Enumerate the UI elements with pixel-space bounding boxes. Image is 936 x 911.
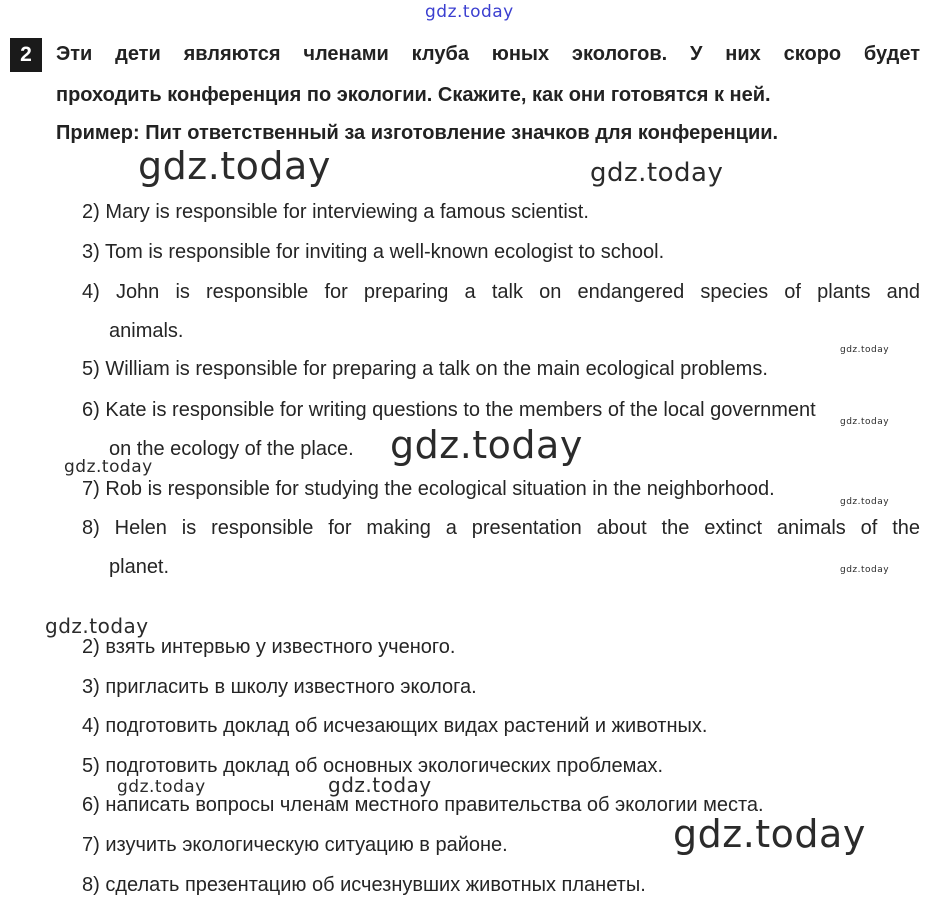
english-answer-6 [82, 398, 816, 422]
answer-number: 7) [82, 834, 100, 856]
answer-number: 3) [82, 676, 100, 698]
answer-number: 6) [82, 399, 100, 421]
answer-text: William is responsible for preparing a talk on the main ecological problems. [105, 358, 768, 380]
russian-answer-3 [82, 675, 477, 699]
task-number-badge: 2 [10, 38, 42, 72]
answer-number: 2) [82, 636, 100, 658]
watermark-tiny: gdz.today [840, 497, 890, 507]
answer-text: Helen is responsible for making a presentation about the extinct animals of the [114, 517, 920, 539]
russian-answer-7 [82, 833, 508, 857]
watermark-small: gdz.today [45, 614, 149, 638]
english-answer-4-continuation: animals. [109, 320, 184, 342]
watermark-large: gdz.today [138, 144, 331, 188]
answer-text: взять интервью у известного ученого. [105, 636, 456, 658]
answer-text: пригласить в школу известного эколога. [105, 676, 477, 698]
answer-number: 6) [82, 794, 100, 816]
english-answer-8-continuation: planet. [109, 556, 170, 578]
watermark-large: gdz.today [673, 812, 866, 856]
answer-number: 8) [82, 874, 100, 896]
answer-number: 4) [82, 281, 100, 303]
english-answer-2 [82, 200, 589, 224]
answer-text: Tom is responsible for inviting a well-known ecologist to school. [105, 241, 665, 263]
answer-number: 2) [82, 201, 100, 223]
watermark-large: gdz.today [390, 423, 583, 467]
answer-number: 8) [82, 517, 100, 539]
answer-text: написать вопросы членам местного правительства об экологии места. [105, 794, 764, 816]
english-answer-8 [82, 516, 920, 540]
answer-number: 3) [82, 241, 100, 263]
task-example: Пример: Пит ответственный за изготовление значков для конференции. [56, 122, 779, 144]
answer-text: Rob is responsible for studying the ecological situation in the neighborhood. [105, 478, 775, 500]
answer-text: сделать презентацию об исчезнувших животных планеты. [105, 874, 646, 896]
watermark-medium: gdz.today [590, 158, 724, 188]
watermark-top: gdz.today [425, 2, 514, 22]
answer-text: Mary is responsible for interviewing a famous scientist. [105, 201, 589, 223]
answer-text: John is responsible for preparing a talk on endangered species of plants and [115, 281, 920, 303]
english-answer-3 [82, 240, 664, 264]
russian-answer-2 [82, 635, 455, 659]
english-answer-5 [82, 357, 768, 381]
english-answer-7 [82, 477, 775, 501]
answer-text: подготовить доклад об исчезающих видах растений и животных. [105, 715, 708, 737]
answer-number: 4) [82, 715, 100, 737]
answer-text: подготовить доклад об основных экологических проблемах. [105, 755, 664, 777]
watermark-small: gdz.today [328, 773, 432, 797]
task-instruction-line-2: проходить конференция по экологии. Скажите, как они готовятся к ней. [56, 84, 771, 106]
english-answer-4 [82, 280, 920, 304]
watermark-tiny: gdz.today [840, 345, 890, 355]
watermark-tiny: gdz.today [840, 565, 890, 575]
answer-number: 7) [82, 478, 100, 500]
answer-text: Kate is responsible for writing questions to the members of the local government [105, 399, 816, 421]
watermark-tiny: gdz.today [840, 417, 890, 427]
russian-answer-4 [82, 714, 707, 738]
watermark-small: gdz.today [117, 777, 206, 797]
answer-number: 5) [82, 755, 100, 777]
russian-answer-8 [82, 873, 646, 897]
watermark-small: gdz.today [64, 457, 153, 477]
answer-text: изучить экологическую ситуацию в районе. [105, 834, 508, 856]
english-answer-6-continuation: on the ecology of the place. [109, 438, 354, 460]
answer-number: 5) [82, 358, 100, 380]
task-instruction-line-1: Эти дети являются членами клуба юных экологов. У них скоро будет [56, 43, 920, 65]
